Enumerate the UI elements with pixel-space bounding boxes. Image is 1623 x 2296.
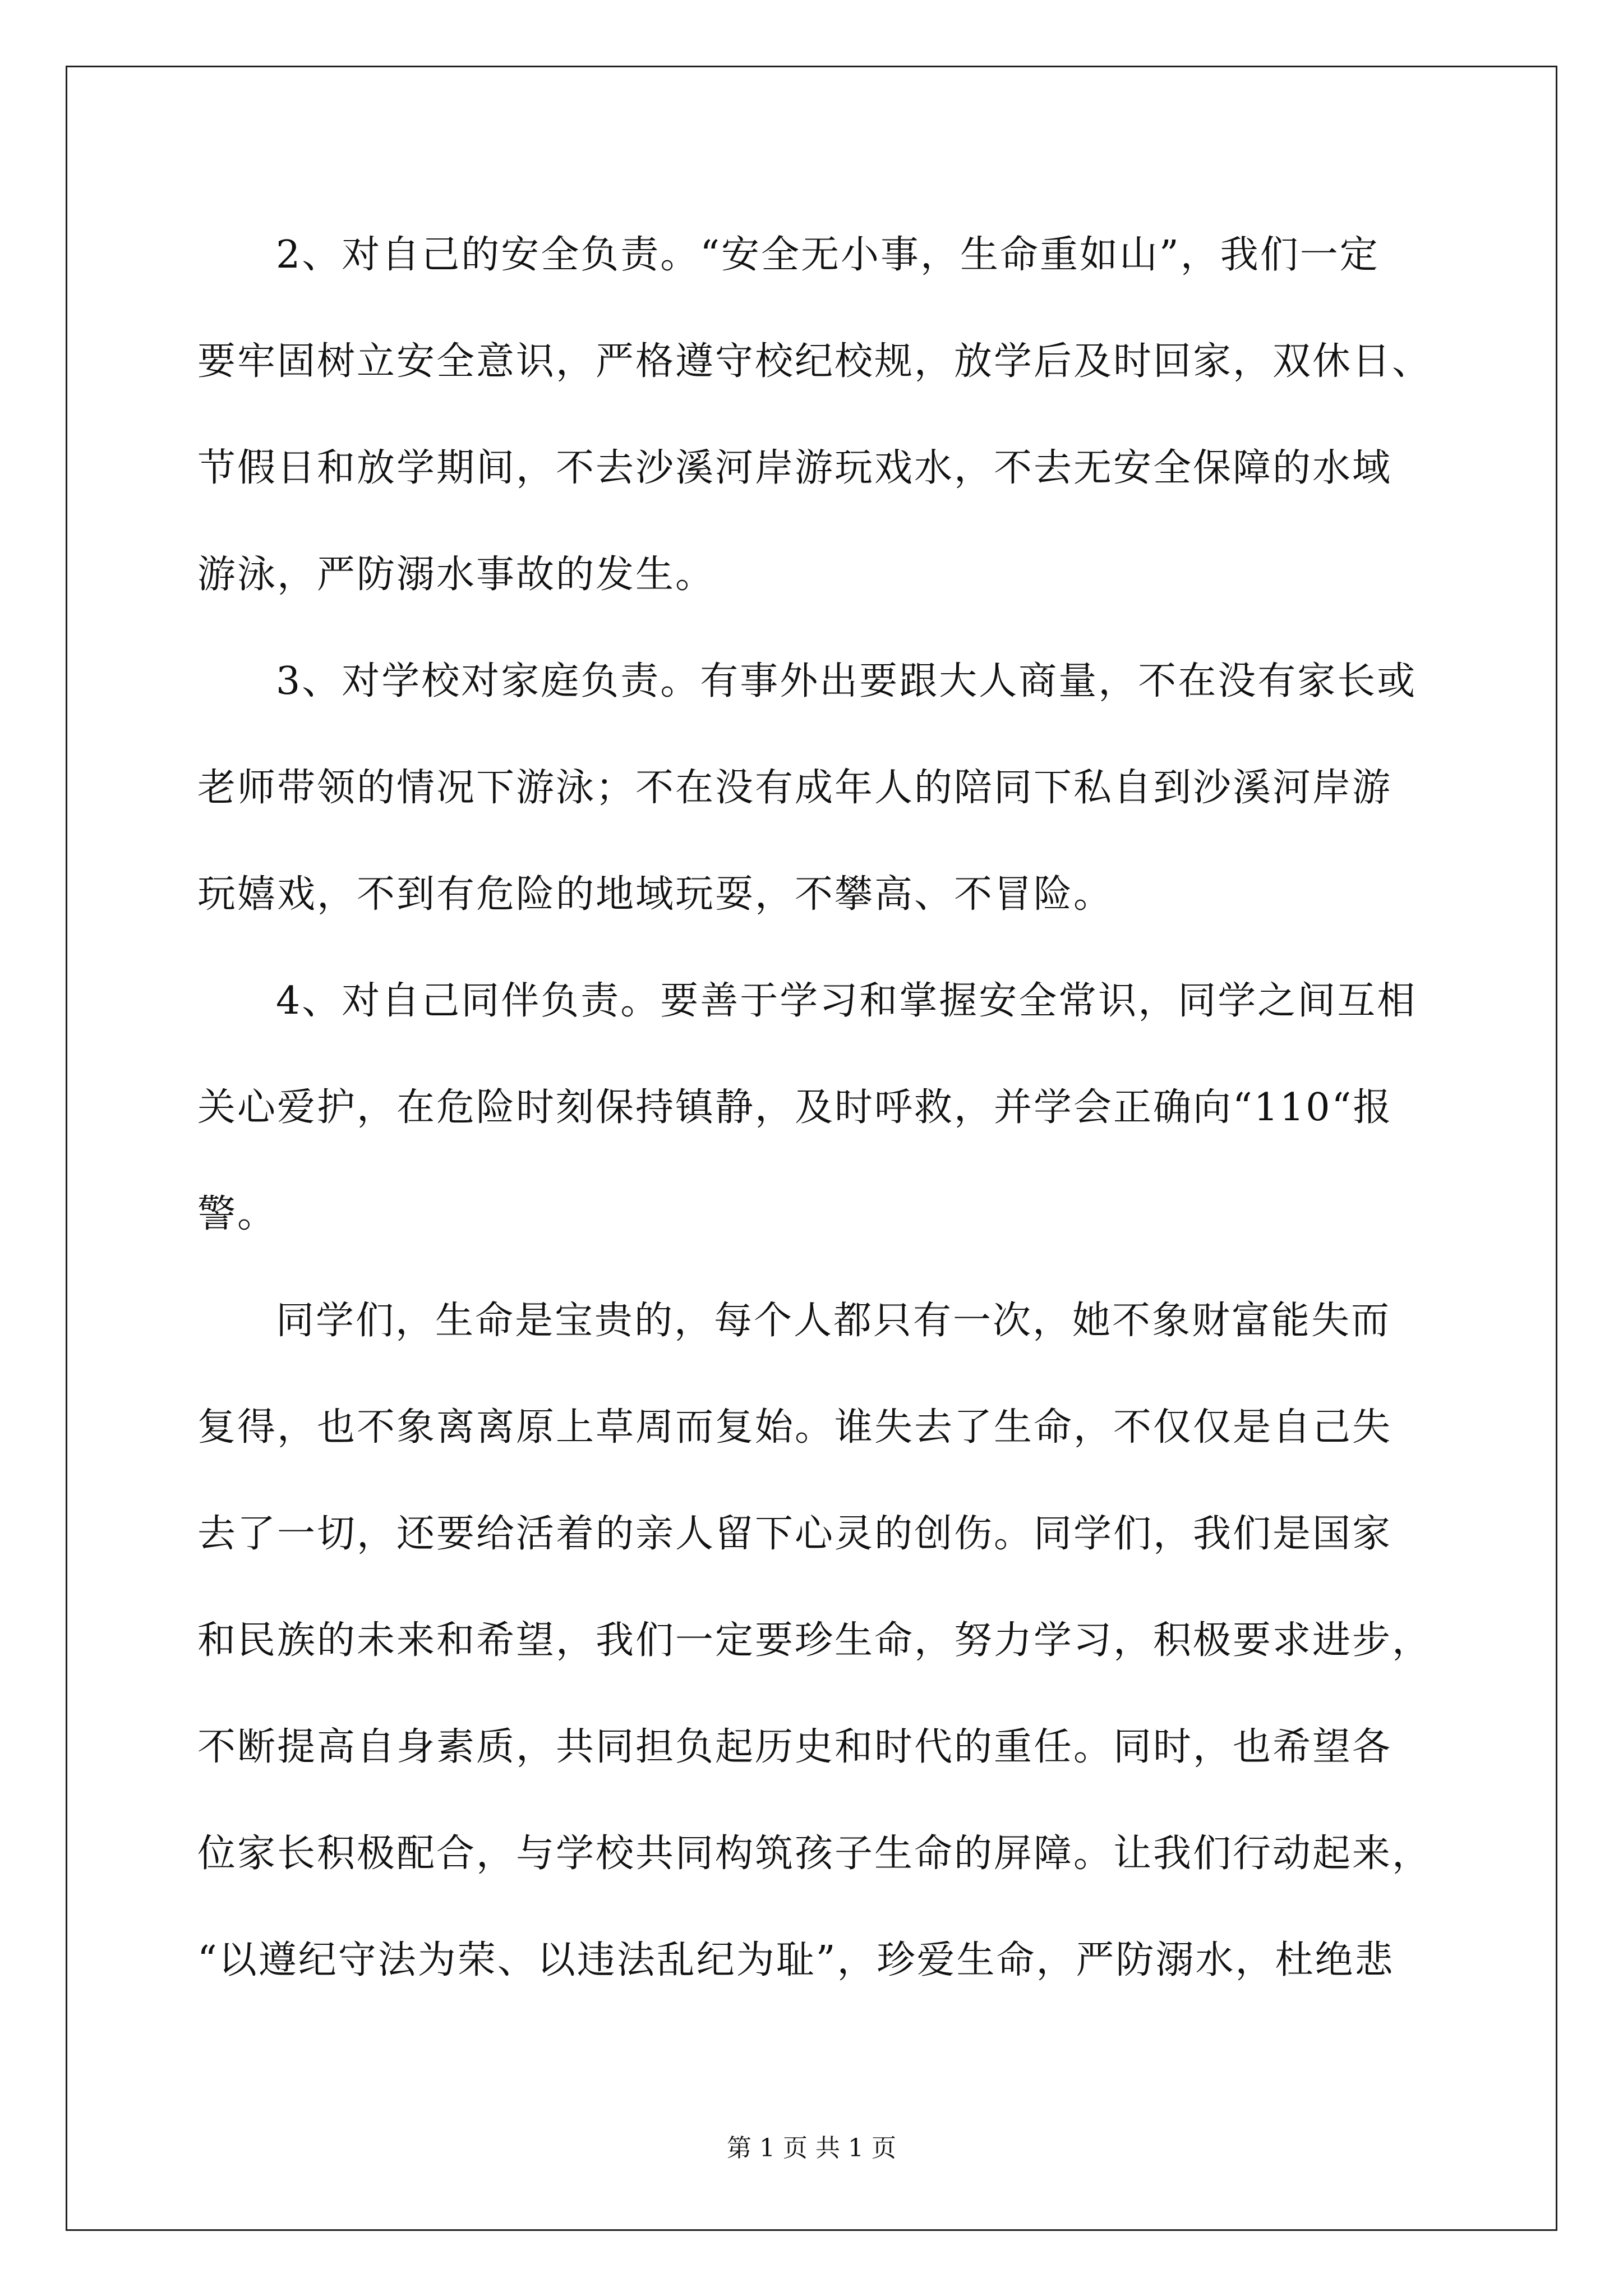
paragraph-line: 要牢固树立安全意识，严格遵守校纪校规，放学后及时回家，双休日、 (197, 339, 1432, 384)
paragraph-line: 和民族的未来和希望，我们一定要珍生命，努力学习，积极要求进步， (197, 1618, 1432, 1663)
paragraph-line: 同学们，生命是宝贵的，每个人都只有一次，她不象财富能失而 (276, 1299, 1391, 1343)
paragraph-line: 4、对自己同伴负责。要善于学习和掌握安全常识，同学之间互相 (276, 979, 1417, 1023)
paragraph-line: 复得，也不象离离原上草周而复始。谁失去了生命，不仅仅是自己失 (197, 1405, 1393, 1450)
paragraph-line: 关心爱护，在危险时刻保持镇静，及时呼救，并学会正确向“110“报 (197, 1085, 1393, 1130)
paragraph-line: 位家长积极配合，与学校共同构筑孩子生命的屏障。让我们行动起来， (197, 1832, 1432, 1876)
paragraph-line: 老师带领的情况下游泳；不在没有成年人的陪同下私自到沙溪河岸游 (197, 766, 1393, 810)
page-number-footer: 第 1 页 共 1 页 (727, 2134, 896, 2162)
paragraph-line: 不断提高自身素质，共同担负起历史和时代的重任。同时，也希望各 (197, 1725, 1393, 1769)
paragraph-line: 玩嬉戏，不到有危险的地域玩耍，不攀高、不冒险。 (197, 872, 1114, 917)
paragraph-line: 节假日和放学期间，不去沙溪河岸游玩戏水，不去无安全保障的水域 (197, 446, 1393, 490)
paragraph-line: 3、对学校对家庭负责。有事外出要跟大人商量，不在没有家长或 (276, 659, 1417, 703)
paragraph-line: 去了一切，还要给活着的亲人留下心灵的创伤。同学们，我们是国家 (197, 1512, 1393, 1556)
document-body (197, 219, 1431, 2031)
paragraph-line: 游泳，严防溺水事故的发生。 (197, 553, 716, 597)
paragraph-line: “以遵纪守法为荣、以违法乱纪为耻”，珍爱生命，严防溺水，杜绝悲 (197, 1938, 1395, 1982)
paragraph-line: 2、对自己的安全负责。“安全无小事，生命重如山”，我们一定 (276, 233, 1380, 277)
paragraph-line: 警。 (197, 1192, 278, 1236)
